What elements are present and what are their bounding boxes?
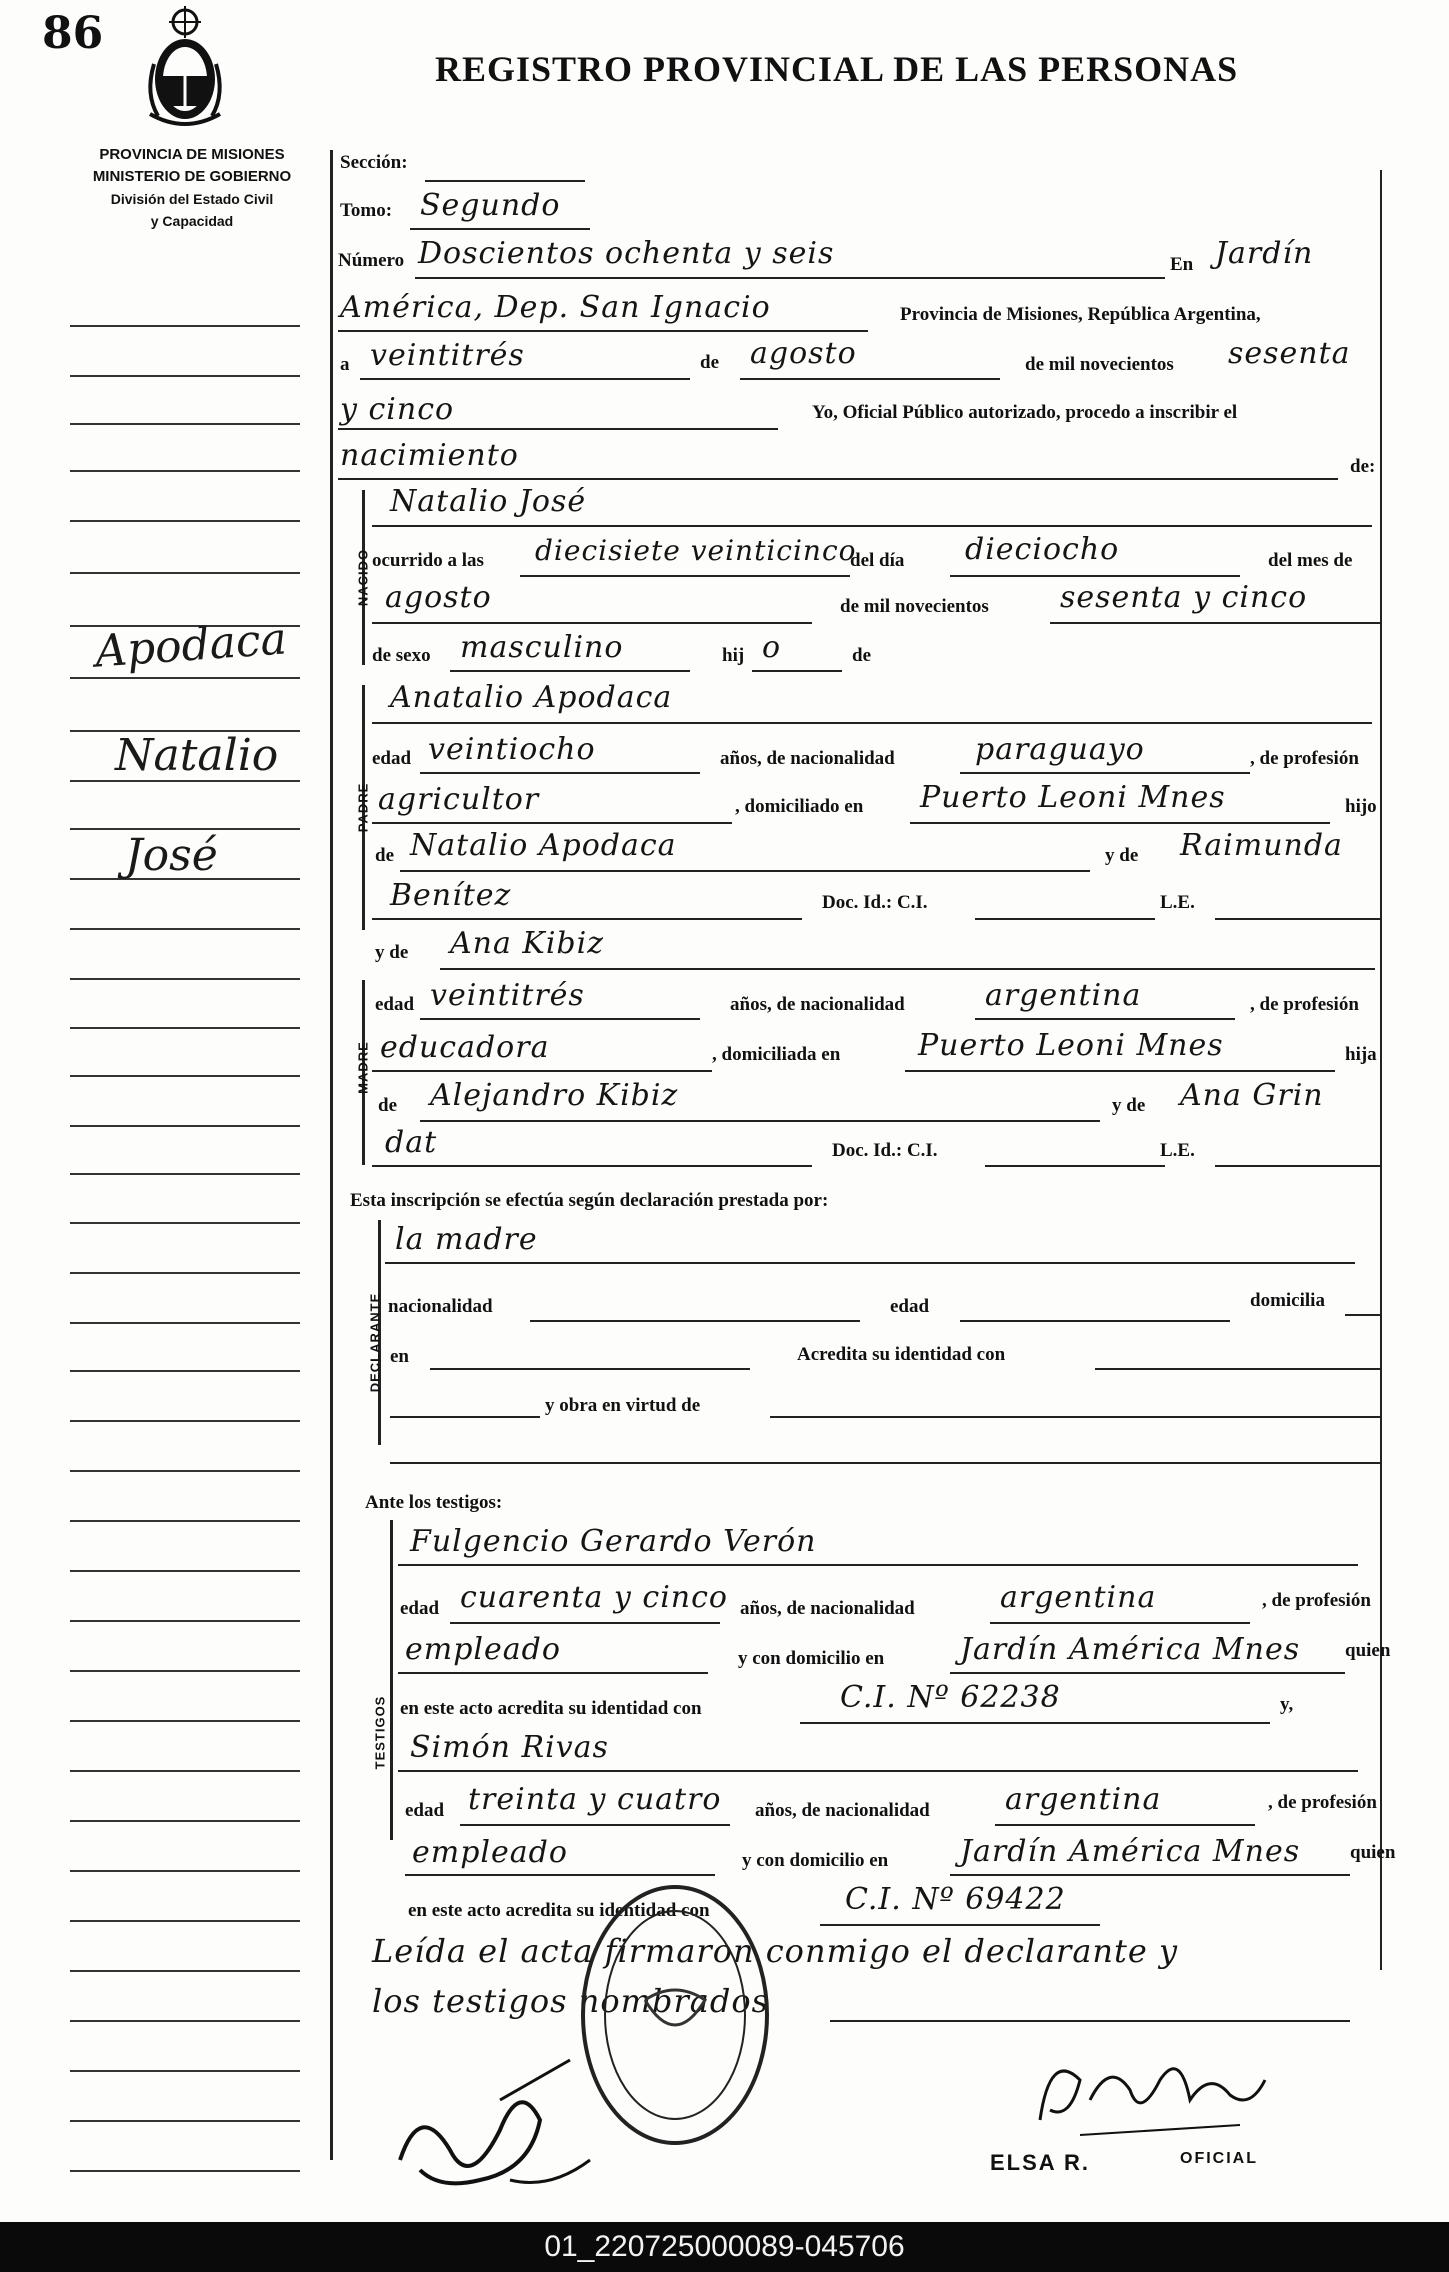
hij-value: o (762, 630, 782, 665)
padre-hijo-label: hijo (1345, 796, 1377, 817)
nacido-year-value: sesenta y cinco (1060, 580, 1308, 615)
testigo1-quien: quien (1345, 1640, 1391, 1661)
issuer-capacity: y Capacidad (150, 213, 234, 229)
testigo1-dom-label: y con domicilio en (738, 1648, 885, 1669)
year-label: de mil novecientos (840, 596, 989, 617)
tomo-label: Tomo: (340, 200, 393, 221)
declarante-acredita-label: Acredita su identidad con (797, 1344, 1006, 1365)
del-mes-label: del mes de (1268, 550, 1353, 571)
margin-middle-name: José (125, 830, 218, 881)
padre-doc-label: Doc. Id.: C.I. (822, 892, 928, 913)
padre-le-label: L.E. (1160, 892, 1195, 913)
declarante-section-label: DECLARANTE (367, 1292, 383, 1393)
coat-of-arms-emblem (140, 4, 230, 134)
margin-given-name: Natalio (115, 730, 279, 781)
sexo-value: masculino (460, 630, 624, 665)
issuer-province: PROVINCIA DE MISIONES (99, 146, 285, 163)
nacido-name: Natalio José (390, 484, 587, 519)
issuer-division: División del Estado Civil (110, 191, 274, 207)
testigo2-acto-label: en este acto acredita su identidad con (408, 1900, 710, 1921)
madre-dom-value: Puerto Leoni Mnes (918, 1028, 1224, 1063)
place-value: América, Dep. San Ignacio (340, 290, 771, 325)
footer-file-id: 01_220725000089-045706 (0, 2222, 1449, 2272)
testigo1-acto-label: en este acto acredita su identidad con (400, 1698, 702, 1719)
padre-edad-value: veintiocho (428, 732, 596, 767)
tomo-value: Segundo (420, 188, 561, 223)
dia-value: dieciocho (965, 532, 1120, 567)
padre-de-label: de (375, 845, 394, 866)
testigo1-edad-label: edad (400, 1598, 440, 1619)
hora-value: diecisiete veinticinco (535, 534, 857, 567)
de-colon: de: (1350, 456, 1376, 477)
padre-dom-value: Puerto Leoni Mnes (920, 780, 1226, 815)
padre-prof-label: , de profesión (1250, 748, 1359, 769)
declarante-intro: Esta inscripción se efectúa según declaración prestada por: (350, 1190, 829, 1211)
testigo2-prof: empleado (412, 1835, 568, 1870)
testigo2-edad-label: edad (405, 1800, 445, 1821)
madre-de-label: de (378, 1095, 397, 1116)
a-label: a (340, 354, 350, 375)
del-dia-label: del día (850, 550, 905, 571)
acto-value: nacimiento (340, 438, 519, 473)
madre-edad-value: veintitrés (430, 978, 585, 1013)
ocurrido-label: ocurrido a las (372, 550, 484, 571)
padre-y-de-label: y de (1105, 845, 1139, 866)
mes-value: agosto (385, 580, 492, 615)
testigos-bracket (390, 1520, 393, 1840)
testigo2-nac: argentina (1005, 1782, 1162, 1817)
issuer-ministry: MINISTERIO DE GOBIERNO (92, 168, 292, 185)
testigo2-dom: Jardín América Mnes (960, 1834, 1301, 1869)
madre-dom-label: , domiciliada en (712, 1044, 841, 1065)
madre-section-label: MADRE (355, 1041, 371, 1094)
madre-y-de-label: y de (375, 942, 409, 963)
padre-father-value: Natalio Apodaca (410, 828, 677, 863)
document-title: REGISTRO PROVINCIAL DE LAS PERSONAS (435, 49, 1239, 89)
testigo2-quien: quien (1350, 1842, 1396, 1863)
year-text: de mil novecientos (1025, 354, 1174, 375)
testigo1-name: Fulgencio Gerardo Verón (410, 1524, 817, 1559)
numero-label: Número (338, 250, 405, 271)
testigo1-nac: argentina (1000, 1580, 1157, 1615)
numero-value: Doscientos ochenta y seis (418, 236, 835, 271)
madre-nac-value: argentina (985, 978, 1142, 1013)
main-left-border (330, 150, 333, 2160)
padre-section-label: PADRE (355, 782, 371, 833)
testigo1-nac-label: años, de nacionalidad (740, 1598, 915, 1619)
declarante-nac-label: nacionalidad (388, 1296, 493, 1317)
declarante-en-label: en (390, 1346, 409, 1367)
provincia-text: Provincia de Misiones, República Argentina, (900, 304, 1261, 325)
official-signature (1020, 2040, 1280, 2150)
year-value-2: y cinco (340, 392, 455, 427)
testigo1-prof-label: , de profesión (1262, 1590, 1371, 1611)
padre-mother-value-2: Benítez (390, 878, 512, 913)
nacido-de-label: de (852, 645, 871, 666)
left-signature (380, 2040, 610, 2200)
padre-prof-value: agricultor (378, 782, 540, 817)
testigo2-name: Simón Rivas (410, 1730, 609, 1765)
declarante-obra-label: y obra en virtud de (545, 1395, 701, 1416)
issuer-block (62, 144, 322, 232)
declarante-name: la madre (395, 1222, 538, 1257)
testigo2-edad: treinta y cuatro (468, 1782, 722, 1817)
testigo1-edad: cuarenta y cinco (460, 1580, 728, 1615)
padre-edad-label: edad (372, 748, 412, 769)
madre-doc-label: Doc. Id.: C.I. (832, 1140, 938, 1161)
nacido-section-label: NACIDO (355, 548, 371, 607)
padre-name: Anatalio Apodaca (390, 680, 673, 715)
declarante-dom-label: domicilia (1250, 1290, 1325, 1311)
en-value: Jardín (1215, 236, 1314, 271)
padre-nac-label: años, de nacionalidad (720, 748, 895, 769)
closing-line-1: Leída el acta firmaron conmigo el declarante y (372, 1932, 1179, 1970)
closing-line-2: los testigos nombrados (372, 1982, 769, 2020)
en-label: En (1170, 254, 1194, 275)
de-label: de (700, 352, 719, 373)
madre-nac-label: años, de nacionalidad (730, 994, 905, 1015)
testigo1-prof: empleado (405, 1632, 561, 1667)
testigo2-prof-label: , de profesión (1268, 1792, 1377, 1813)
testigo2-nac-label: años, de nacionalidad (755, 1800, 930, 1821)
page-number: 86 (42, 8, 104, 59)
madre-name: Ana Kibiz (450, 926, 605, 961)
madre-mother-value-2: dat (385, 1125, 438, 1160)
year-value-1: sesenta (1228, 336, 1351, 371)
testigo2-dom-label: y con domicilio en (742, 1850, 889, 1871)
official-name-stamp: ELSA R. (990, 2150, 1090, 2175)
official-title-stamp: OFICIAL (1180, 2150, 1258, 2167)
padre-nac-value: paraguayo (975, 732, 1145, 767)
sexo-label: de sexo (372, 645, 431, 666)
padre-dom-label: , domiciliado en (735, 796, 864, 817)
madre-y-de2-label: y de (1112, 1095, 1146, 1116)
seccion-label: Sección: (340, 152, 408, 173)
testigo2-doc: C.I. Nº 69422 (845, 1882, 1066, 1917)
day-value: veintitrés (370, 338, 525, 373)
testigo1-doc: C.I. Nº 62238 (840, 1680, 1061, 1715)
madre-prof-value: educadora (380, 1030, 550, 1065)
madre-le-label: L.E. (1160, 1140, 1195, 1161)
declarante-edad-label: edad (890, 1296, 930, 1317)
padre-mother-value-1: Raimunda (1180, 828, 1343, 863)
madre-father-value: Alejandro Kibiz (430, 1078, 679, 1113)
month-value: agosto (750, 336, 857, 371)
madre-mother-value-1: Ana Grin (1180, 1078, 1324, 1113)
testigos-section-label: TESTIGOS (372, 1695, 388, 1770)
margin-surname: Apodaca (93, 613, 289, 678)
madre-prof-label: , de profesión (1250, 994, 1359, 1015)
madre-edad-label: edad (375, 994, 415, 1015)
hij-label: hij (722, 645, 745, 666)
testigos-intro: Ante los testigos: (365, 1492, 503, 1513)
main-right-border (1380, 170, 1382, 1970)
oficial-text: Yo, Oficial Público autorizado, procedo a inscribir el (812, 402, 1238, 423)
testigo1-y: y, (1280, 1694, 1294, 1715)
testigo1-dom: Jardín América Mnes (960, 1632, 1301, 1667)
madre-hija-label: hija (1345, 1044, 1377, 1065)
